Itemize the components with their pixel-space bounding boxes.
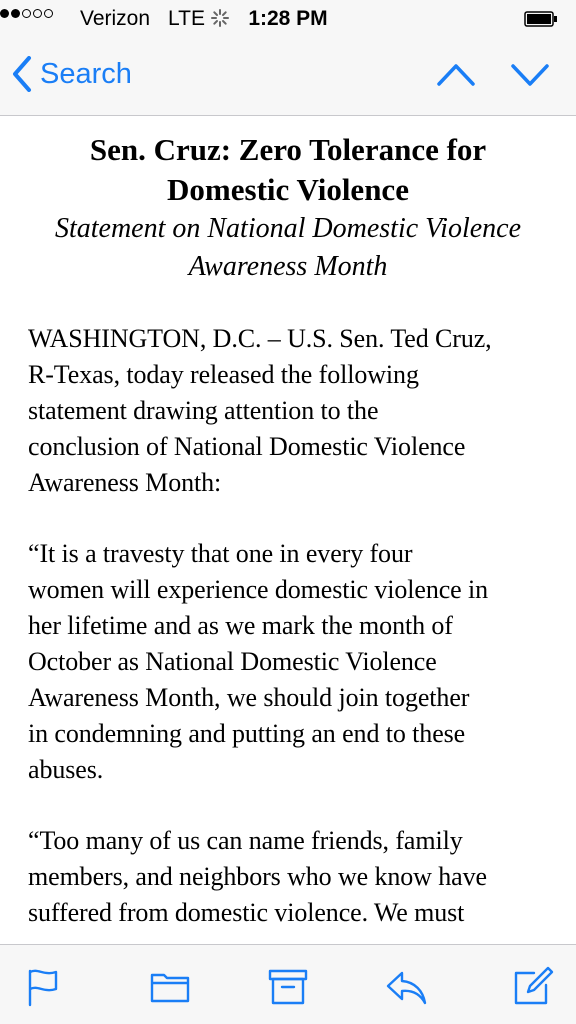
paragraph-quote-2 [28, 823, 548, 931]
text-line: WASHINGTON, D.C. – U.S. Sen. Ted Cruz, [28, 324, 492, 353]
text-line: abuses. [28, 755, 104, 784]
message-title [30, 130, 546, 210]
archive-icon[interactable] [266, 965, 310, 1009]
text-line: in condemning and putting an end to these [28, 719, 466, 748]
text-line: Awareness Month: [28, 468, 222, 497]
compose-icon[interactable] [510, 965, 554, 1009]
clock: 1:28 PM [248, 7, 328, 30]
text-line: October as National Domestic Violence [28, 647, 437, 676]
next-message-chevron-down-icon[interactable] [510, 60, 550, 90]
navigation-bar [0, 38, 576, 116]
subtitle-line: Awareness Month [188, 251, 388, 282]
back-button[interactable] [12, 56, 132, 92]
paragraph-intro [28, 321, 548, 501]
title-line: Domestic Violence [167, 172, 409, 207]
status-bar [0, 0, 576, 38]
text-line: Awareness Month, we should join together [28, 683, 470, 712]
carrier-name: Verizon [80, 7, 151, 30]
text-line: conclusion of National Domestic Violence [28, 432, 466, 461]
text-line: R-Texas, today released the following [28, 360, 419, 389]
title-line: Sen. Cruz: Zero Tolerance for [89, 132, 487, 167]
back-button-label: Search [40, 57, 132, 90]
paragraph-quote-1 [28, 536, 548, 788]
previous-message-chevron-up-icon[interactable] [436, 60, 476, 90]
text-line: “Too many of us can name friends, family [28, 826, 463, 855]
network-type: LTE [168, 7, 205, 30]
bottom-toolbar [0, 944, 576, 1024]
chevron-left-icon [12, 56, 32, 92]
text-line: statement drawing attention to the [28, 396, 379, 425]
flag-icon[interactable] [22, 965, 66, 1009]
message-subtitle [30, 210, 546, 286]
text-line: “It is a travesty that one in every four [28, 539, 413, 568]
reply-icon[interactable] [384, 965, 428, 1009]
text-line: suffered from domestic violence. We must [28, 898, 465, 927]
folder-icon[interactable] [148, 965, 192, 1009]
text-line: her lifetime and as we mark the month of [28, 611, 453, 640]
text-line: members, and neighbors who we know have [28, 862, 487, 891]
battery-icon [524, 11, 558, 27]
subtitle-line: Statement on National Domestic Violence [54, 213, 522, 244]
message-body[interactable] [0, 116, 576, 944]
text-line: women will experience domestic violence in [28, 575, 489, 604]
